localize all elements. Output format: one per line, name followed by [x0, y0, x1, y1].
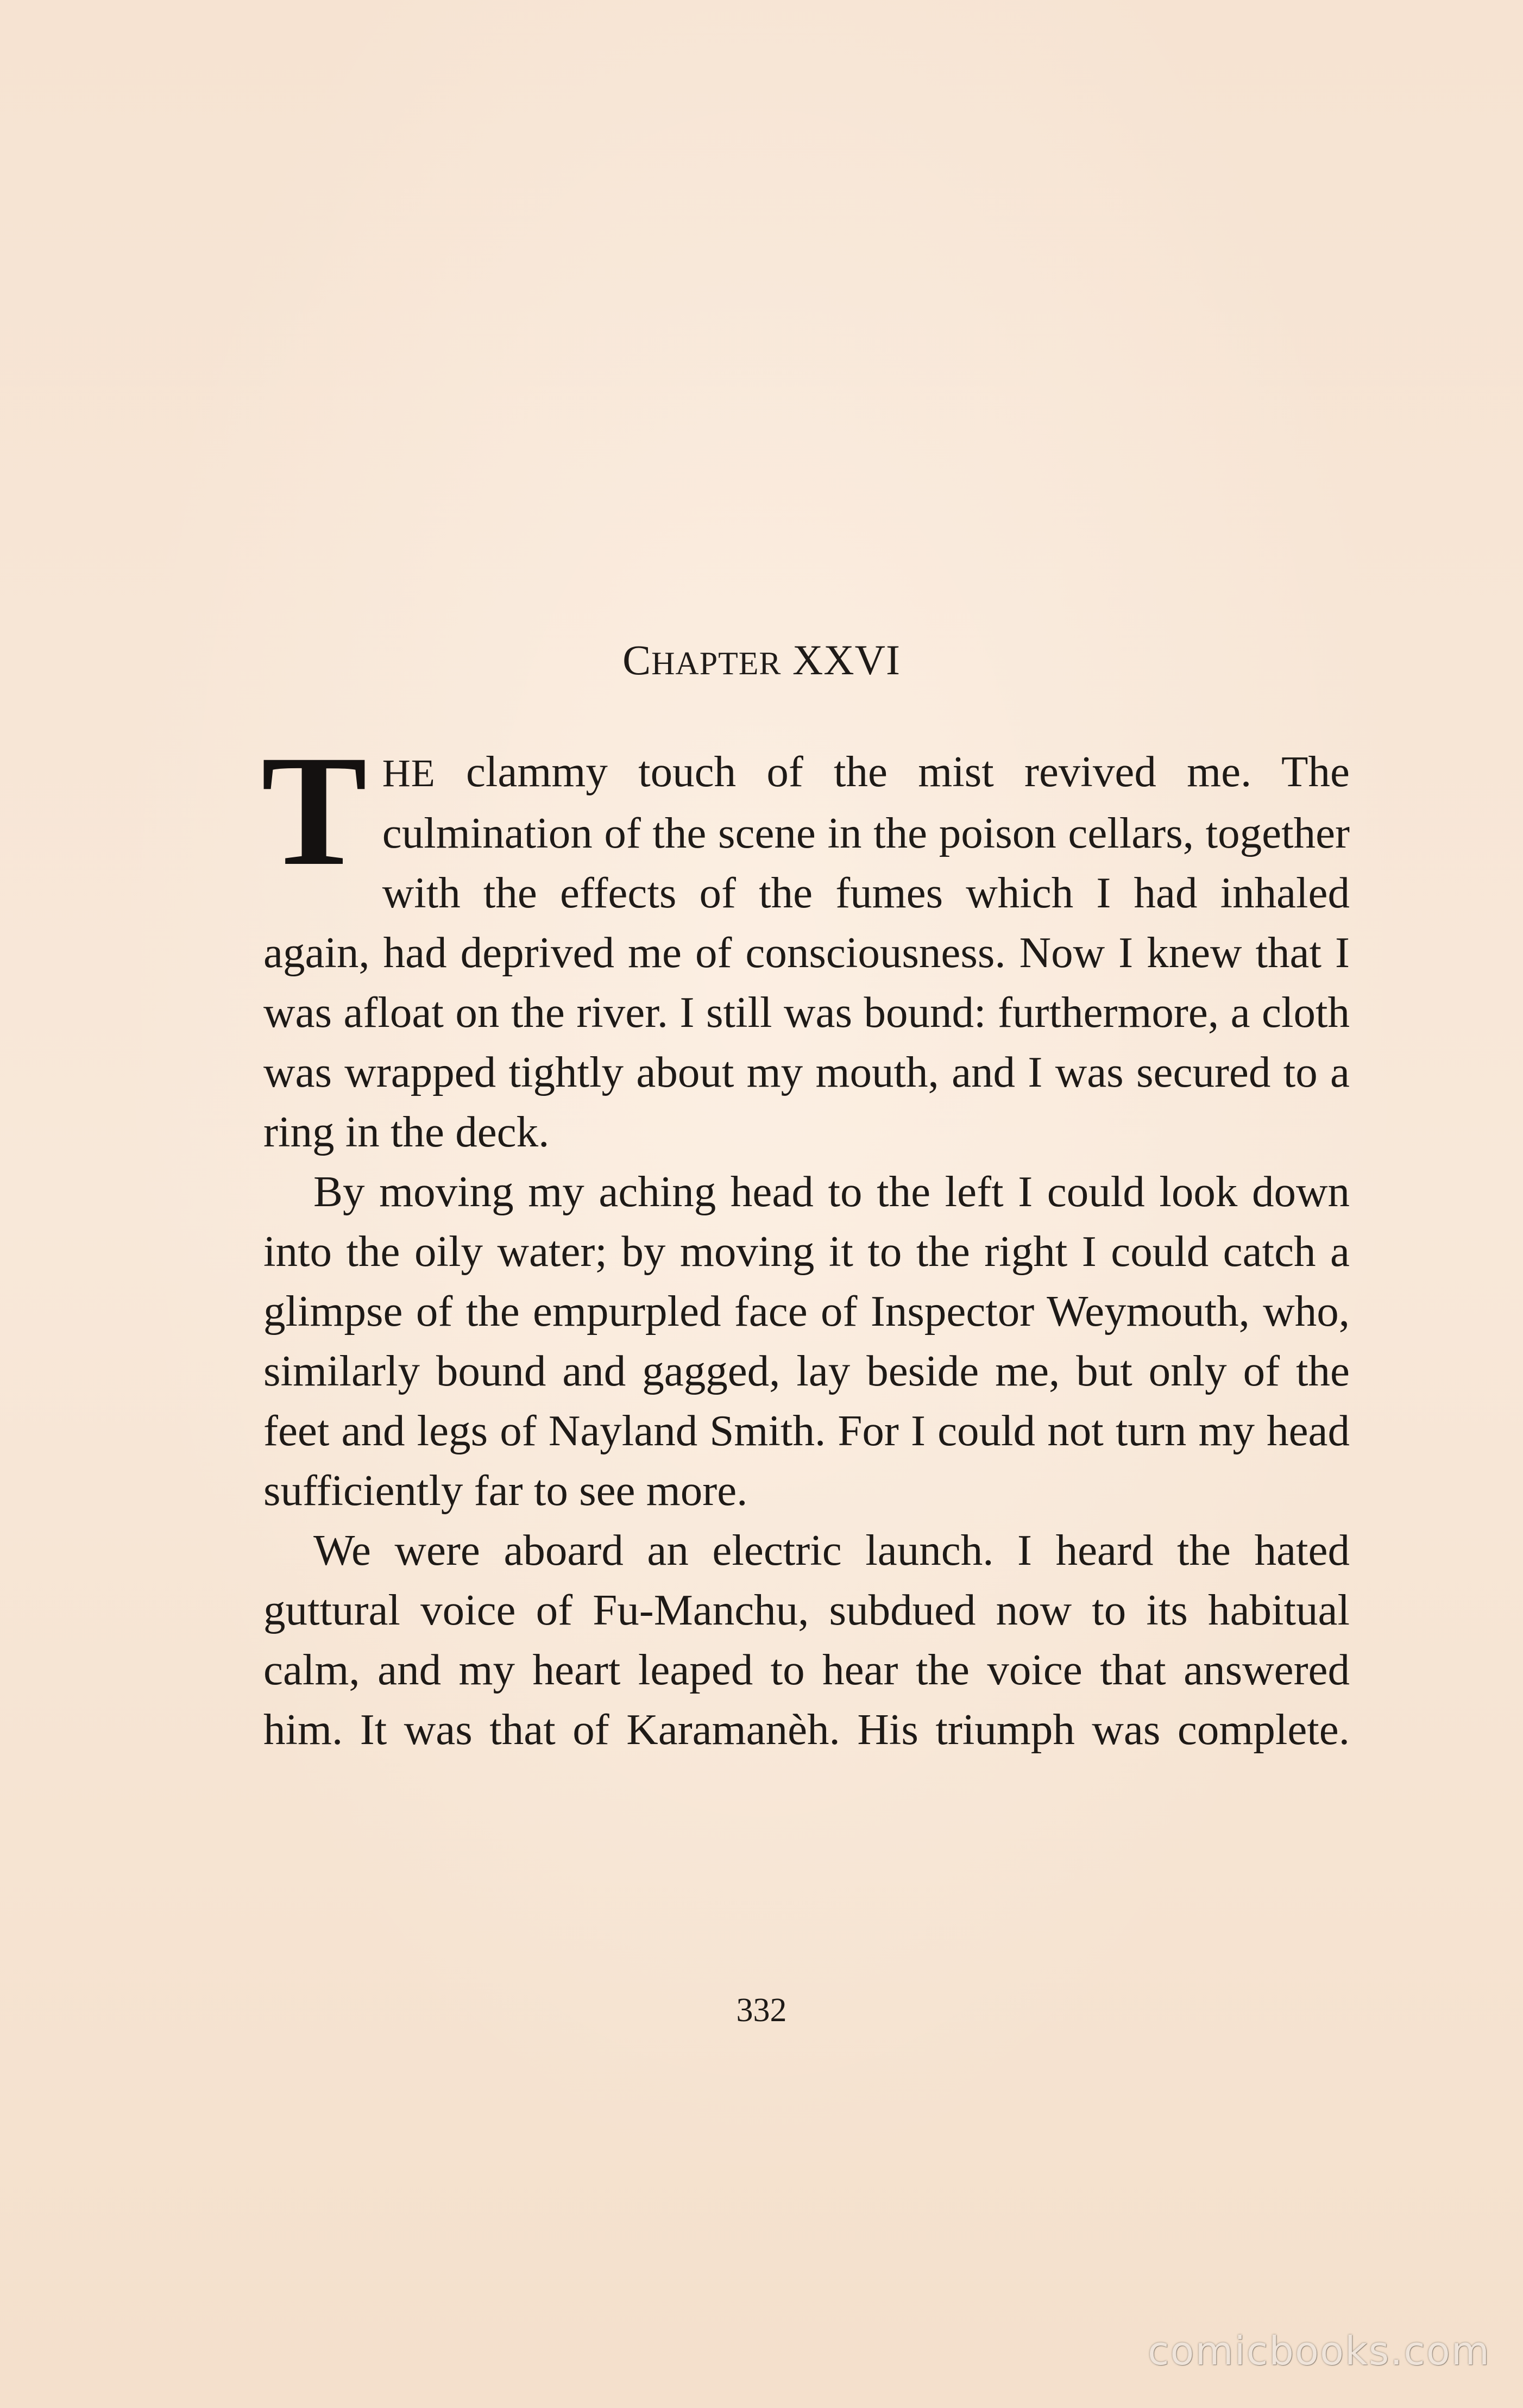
first-word-rest: HE [382, 751, 436, 795]
chapter-heading-initial: C [622, 636, 652, 683]
paragraph-1-text [261, 723, 1350, 1156]
page-number: 332 [736, 1992, 787, 2029]
chapter-heading [0, 636, 1523, 685]
paragraph-1 [261, 723, 1350, 1162]
paragraph-2: By moving my aching head to the left I could look down into the oily water; by moving it to the right I could catch a glimpse of the empurpled face of Inspector Weymouth, who, similarly bound and gagged, lay beside me, but only of the feet and legs of Nayland Smith. For I could not turn my head sufficiently far to see more. [263, 1167, 1350, 1515]
chapter-heading-smallcaps: HAPTER [651, 645, 782, 681]
chapter-numeral: XXVI [792, 636, 901, 683]
paragraph-1-rest: clammy touch of the mist revived me. The culmination of the scene in the poison cellars, together with the effects of the fumes which I had inhaled again, had deprived me of consciousness. Now I knew that I was afloat on the river. I still was bound: furthermore, a cloth was wrapped tightly about my mouth, and I was secured to a ring in the deck. [263, 747, 1350, 1156]
chapter-text [261, 723, 1350, 1759]
watermark: comicbooks.com [1147, 2328, 1490, 2374]
paragraph-3: We were aboard an electric launch. I heard the hated guttural voice of Fu-Manchu, subdued now to its habitual calm, and my heart leaped to hear the voice that answered him. It was that of Karamanèh. His triumph was complete. [263, 1526, 1350, 1754]
drop-cap: T [261, 723, 367, 899]
